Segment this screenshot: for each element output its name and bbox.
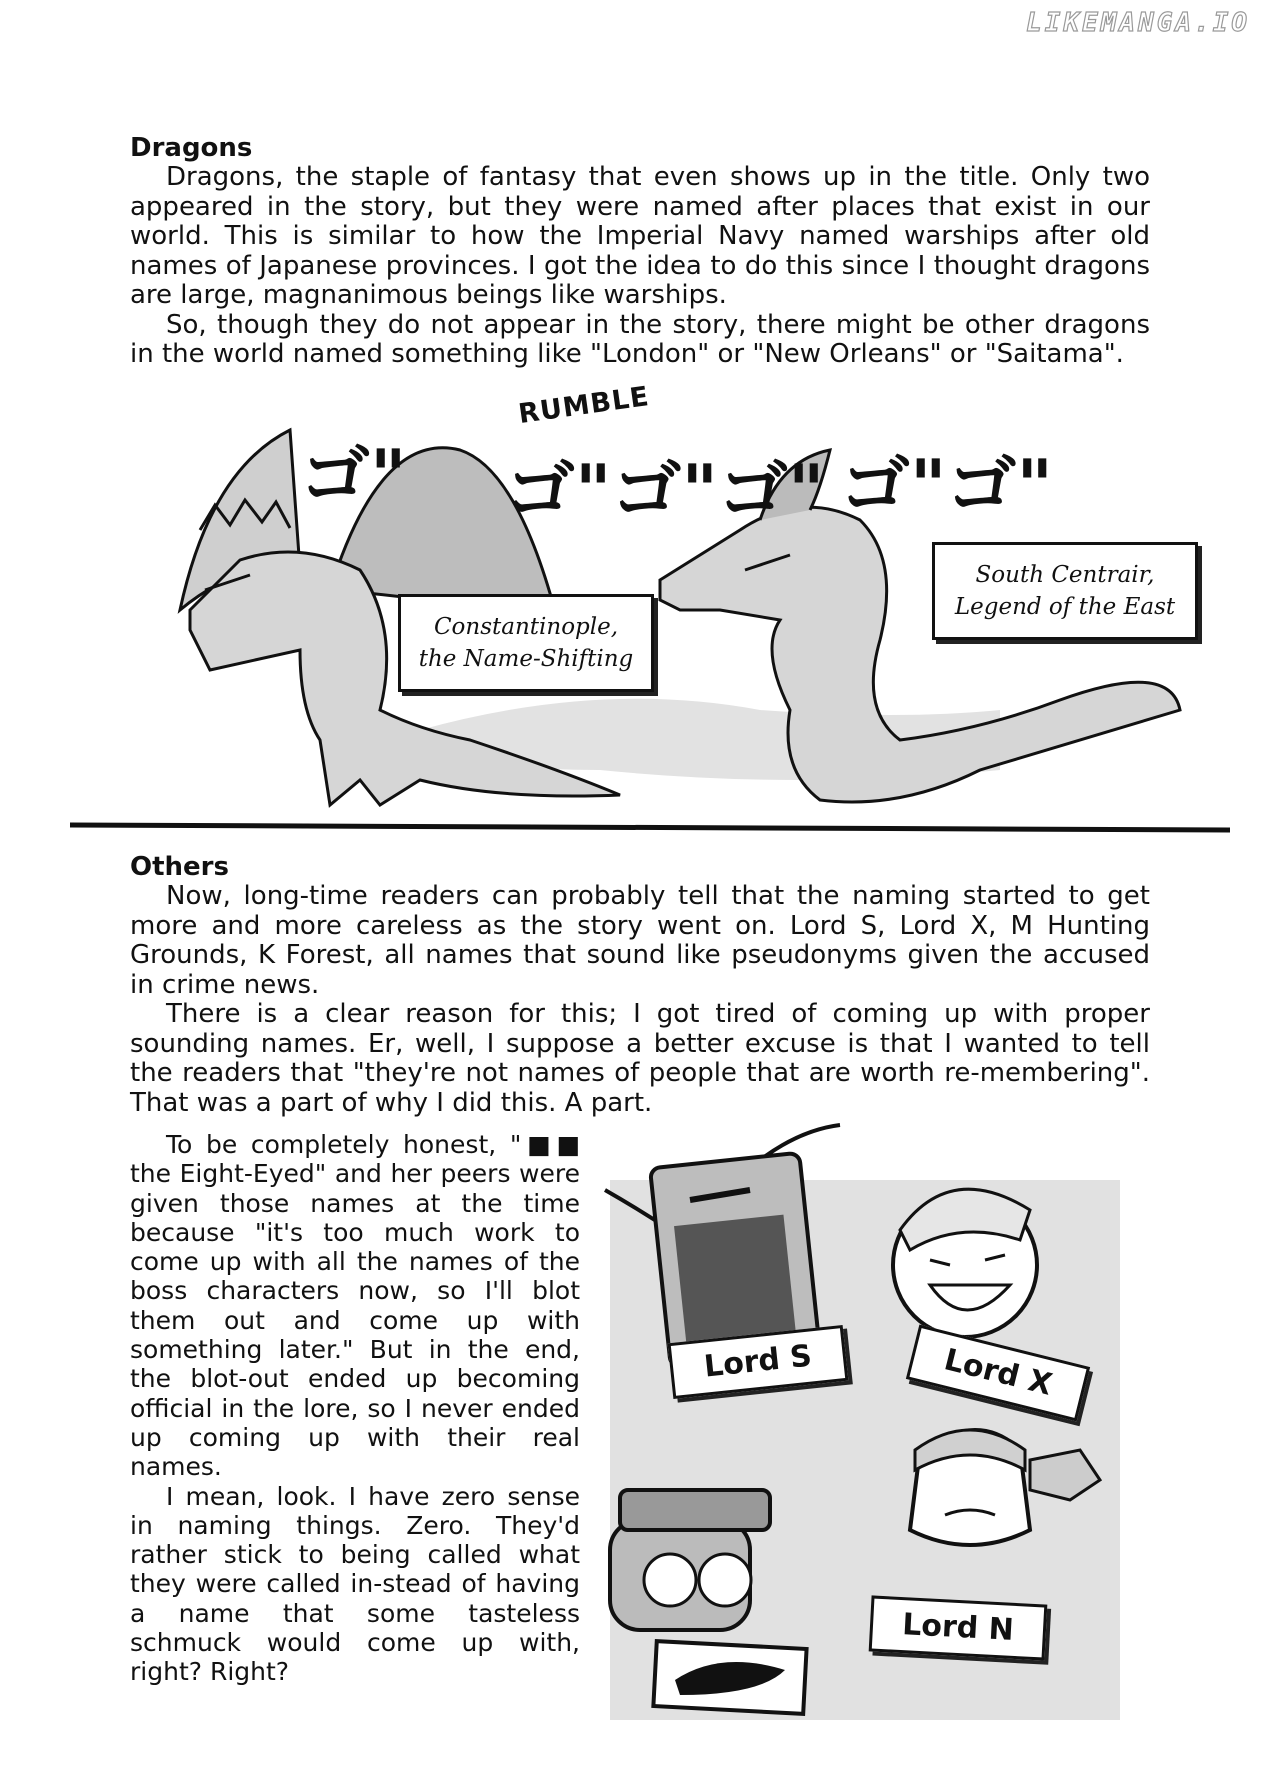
lords-illustration [600, 1120, 1140, 1760]
others-side-paragraph-1: To be completely honest, "■■ the Eight-Eyed" and her peers were given those names at the time because "it's too much work to come up with all the names of the boss characters now, so I'll blot them out and come up with something later." But in the end, the blot-out ended up becoming official in the lore, so I never ended up coming up with their real names. [130, 1130, 580, 1482]
dragons-heading: Dragons [130, 133, 253, 163]
sfx-kana-middle: ゴ"ゴ"ゴ" [505, 450, 825, 532]
sfx-kana-left: ゴ" [300, 435, 407, 517]
others-side-paragraph-2: I mean, look. I have zero sense in naming things. Zero. They'd rather stick to being called what they were called in-stead of having a name that some tasteless schmuck would come up with, right? Right? [130, 1481, 580, 1687]
others-heading: Others [130, 852, 229, 882]
dragons-text [130, 163, 1150, 370]
tag-lord-x: Lord X [906, 1325, 1090, 1422]
sign-south-centrair-line1: South Centrair, [975, 562, 1155, 588]
tag-lord-s: Lord S [668, 1325, 849, 1399]
sfx-rumble: RUMBLE [516, 380, 652, 431]
lord-x-face [893, 1189, 1037, 1337]
others-paragraph-2: There is a clear reason for this; I got tired of coming up with proper sounding names. Er, well, I suppose a better excuse is that I wanted to tell the readers that "they're not names of people that are worth re-membering". That was a part of why I did this. A part. [130, 999, 1150, 1118]
others-paragraph-1: Now, long-time readers can probably tell that the naming started to get more and more careless as the story went on. Lord S, Lord X, M Hunting Grounds, K Forest, all names that sound like pseudonyms given the accused in crime news. [130, 881, 1150, 1000]
dragons-paragraph-2: So, though they do not appear in the story, there might be other dragons in the world named something like "London" or "New Orleans" or "Saitama". [130, 309, 1150, 369]
sign-constantinople [398, 594, 654, 692]
sfx-kana-right: ゴ"ゴ" [840, 445, 1053, 527]
sign-south-centrair [932, 542, 1198, 640]
sign-constantinople-line1: Constantinople, [433, 614, 619, 640]
blotted-name-tag [653, 1641, 806, 1714]
dragons-paragraph-1: Dragons, the staple of fantasy that even shows up in the title. Only two appeared in the story, but they were named after places that exist in our world. This is similar to how the Imperial Navy named warships after old names of Japanese provinces. I got the idea to do this since I thought dragons are large, magnanimous beings like warships. [130, 162, 1150, 310]
others-text [130, 882, 1150, 1118]
sign-constantinople-line2: the Name-Shifting [418, 646, 634, 672]
others-side-text [130, 1130, 580, 1687]
site-watermark: LIKEMANGA.IO [1026, 8, 1250, 38]
ground-line [70, 825, 1230, 830]
tag-lord-n: Lord N [869, 1595, 1048, 1660]
blotted-lord-figure [610, 1490, 770, 1630]
sign-south-centrair-line2: Legend of the East [954, 594, 1176, 620]
